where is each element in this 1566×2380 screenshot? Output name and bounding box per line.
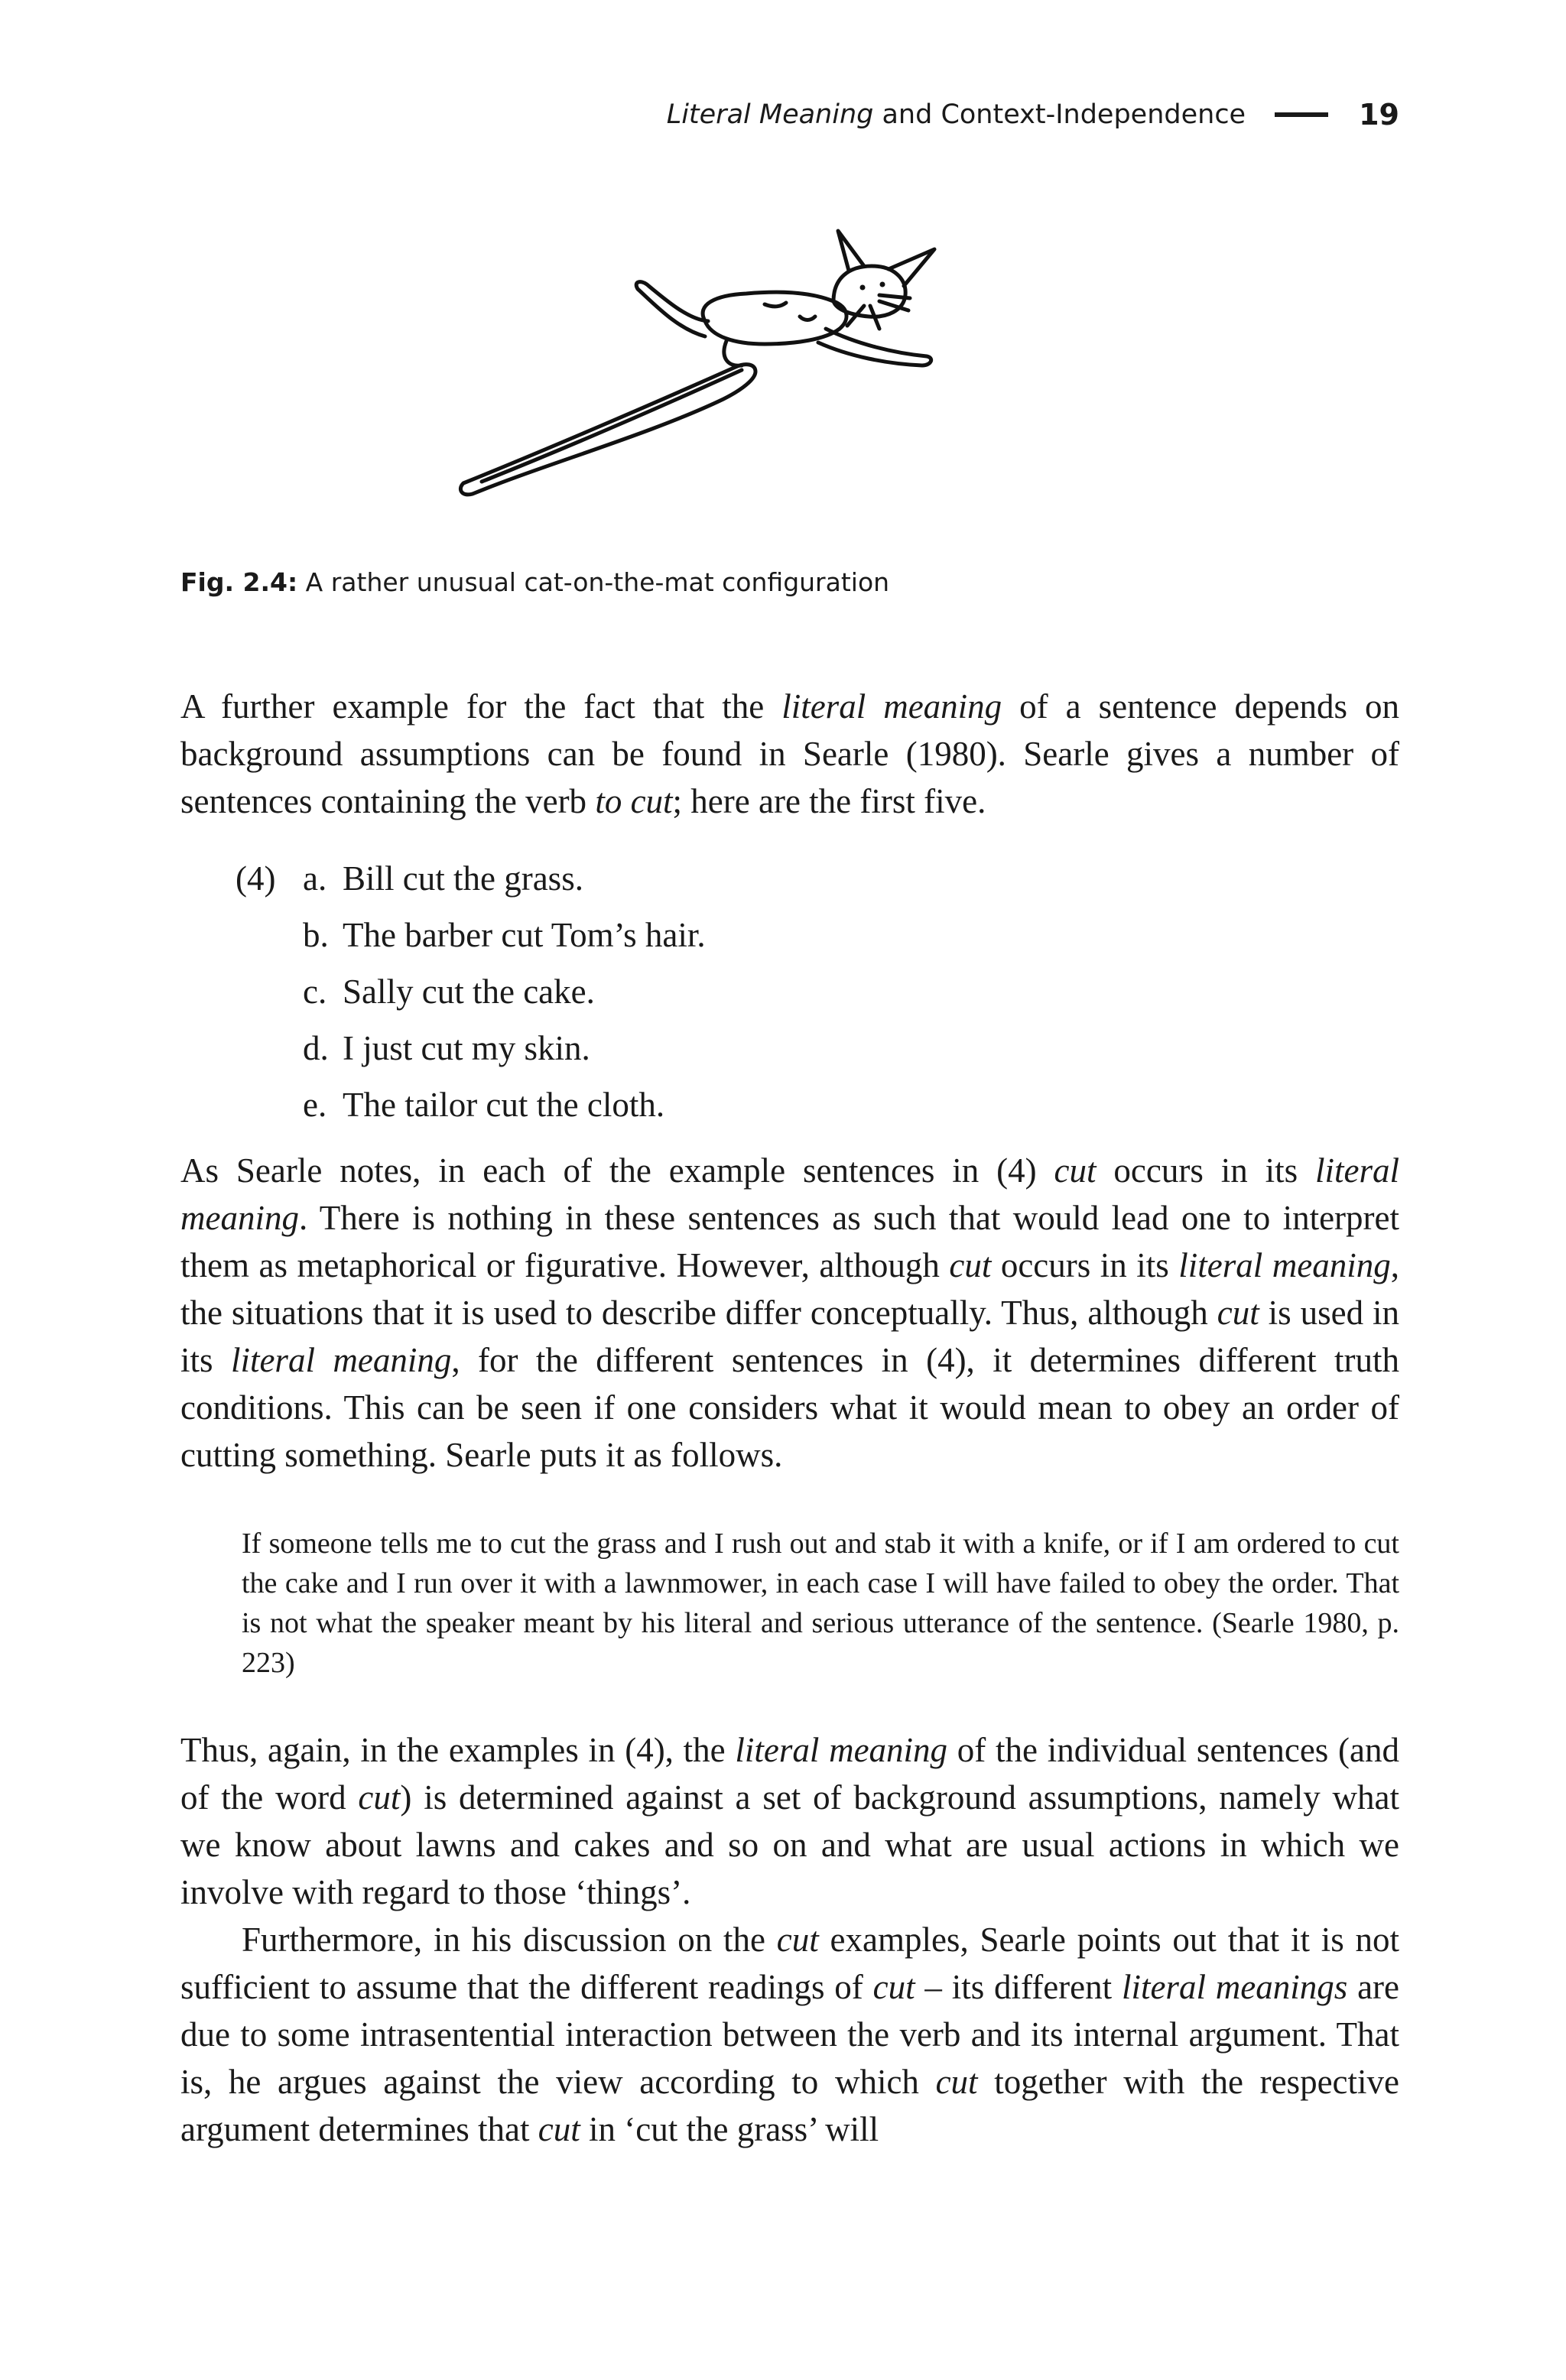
p2-italic: cut xyxy=(1217,1294,1259,1332)
p1-text-3: ; here are the first five. xyxy=(672,782,986,820)
p4-text: in ‘cut the grass’ will xyxy=(580,2110,879,2148)
p4-italic: cut xyxy=(935,2063,978,2101)
running-header-title-italic: Literal Meaning xyxy=(666,99,874,130)
p1-text-2: of a sentence depends on background assumptions can be found in Searle (1980). Searle gives a number of sentences containing the verb xyxy=(180,687,1399,820)
mat-inner-line xyxy=(482,370,742,482)
example-letter: e. xyxy=(303,1086,327,1124)
p3-italic: literal meaning xyxy=(735,1731,948,1769)
figure-label: Fig. 2.4: xyxy=(180,567,298,597)
figure-caption xyxy=(180,567,889,597)
p4-text: are due to some intrasentential interaction between the verb and its internal argument. That is, he argues against the view according to which xyxy=(180,1968,1399,2101)
cat-ear-right xyxy=(889,249,934,286)
paragraph-3 xyxy=(180,1726,1399,2153)
running-header-title-rest: and Context-Independence xyxy=(873,99,1246,130)
p2-text: . There is nothing in these sentences as such that would lead one to interpret them as metaphorical or figurative. However, although xyxy=(180,1199,1399,1284)
p2-text: , the situations that it is used to describe differ conceptually. Thus, although xyxy=(180,1246,1399,1332)
example-text: Sally cut the cake. xyxy=(343,972,595,1011)
figure-caption-text: A rather unusual cat-on-the-mat configuration xyxy=(297,567,890,597)
example-text: The barber cut Tom’s hair. xyxy=(343,916,706,954)
running-header xyxy=(667,98,1399,132)
cat-body xyxy=(703,292,846,344)
cat-fur-marks xyxy=(765,303,815,320)
p4-italic: literal meanings xyxy=(1121,1968,1348,2006)
example-e xyxy=(236,1076,706,1133)
block-quote xyxy=(242,1524,1399,1683)
example-a xyxy=(236,850,706,907)
paragraph-4 xyxy=(180,1916,1399,2153)
paragraph-1 xyxy=(180,683,1399,825)
p2-text: occurs in its xyxy=(1096,1151,1315,1190)
page-number: 19 xyxy=(1359,98,1399,132)
paragraph-2 xyxy=(180,1147,1399,1479)
example-b xyxy=(236,907,706,963)
p2-text: As Searle notes, in each of the example sentences in (4) xyxy=(180,1151,1054,1190)
p3-italic: cut xyxy=(358,1778,401,1817)
example-list-4 xyxy=(236,850,706,1133)
p4-text: Furthermore, in his discussion on the xyxy=(242,1921,777,1959)
p2-italic: cut xyxy=(949,1246,992,1284)
figure-cat-on-mat xyxy=(451,222,986,512)
example-number: (4) xyxy=(236,859,276,898)
p2-italic: literal meaning xyxy=(230,1341,452,1379)
example-d xyxy=(236,1020,706,1076)
p3-text: ) is determined against a set of background assumptions, namely what we know about lawns and cakes and so on and what are usual actions in which we involve with regard to those ‘things’. xyxy=(180,1778,1399,1911)
p4-italic: cut xyxy=(872,1968,915,2006)
cat-eye-left xyxy=(860,285,866,291)
example-letter: b. xyxy=(303,916,329,954)
p4-text: together with the respective argument determines that xyxy=(180,2063,1399,2148)
p3-text: of the individual sentences (and of the word xyxy=(180,1731,1400,1817)
cat-tail xyxy=(636,282,708,336)
running-header-title xyxy=(667,99,1246,130)
p2-italic: literal meaning xyxy=(1178,1246,1391,1284)
block-quote-text: If someone tells me to cut the grass and I rush out and stab it with a knife, or if I am ordered to cut the cake and I run over it with a lawnmower, in each case I will have failed to obey the order. That is not what the speaker meant by his literal and serious utterance of the sentence. (Searle 1980, p. 223) xyxy=(242,1528,1399,1679)
example-letter: c. xyxy=(303,972,327,1011)
p4-italic: cut xyxy=(776,1921,819,1959)
p2-italic: cut xyxy=(1054,1151,1097,1190)
cat-hind-leg xyxy=(724,341,742,365)
example-text: I just cut my skin. xyxy=(343,1029,590,1067)
p1-text-1: A further example for the fact that the xyxy=(180,687,782,726)
p1-italic-1: literal meaning xyxy=(781,687,1002,726)
example-c xyxy=(236,963,706,1020)
p2-italic: literal meaning xyxy=(180,1151,1399,1237)
p2-text: , for the different sentences in (4), it determines different truth conditions. This can be seen if one considers what it would mean to obey an order of cutting something. Searle puts it as follows. xyxy=(180,1341,1399,1474)
example-letter: a. xyxy=(303,859,327,898)
example-letter: d. xyxy=(303,1029,329,1067)
p1-italic-2: to cut xyxy=(595,782,673,820)
example-text: Bill cut the grass. xyxy=(343,859,583,898)
p4-text: – its different xyxy=(915,1968,1122,2006)
cat-front-legs xyxy=(818,329,931,365)
cat-eye-right xyxy=(880,282,885,287)
running-header-rule xyxy=(1275,112,1328,117)
cat-on-mat-drawing xyxy=(451,222,986,512)
p4-italic: cut xyxy=(538,2110,580,2148)
cat-ear-left xyxy=(838,231,864,271)
p2-text: is used in its xyxy=(180,1294,1399,1379)
p4-text: examples, Searle points out that it is not sufficient to assume that the different readings of xyxy=(180,1921,1399,2006)
cat-whiskers xyxy=(847,295,910,329)
p2-text: occurs in its xyxy=(991,1246,1179,1284)
p3-text: Thus, again, in the examples in (4), the xyxy=(180,1731,736,1769)
example-text: The tailor cut the cloth. xyxy=(343,1086,665,1124)
